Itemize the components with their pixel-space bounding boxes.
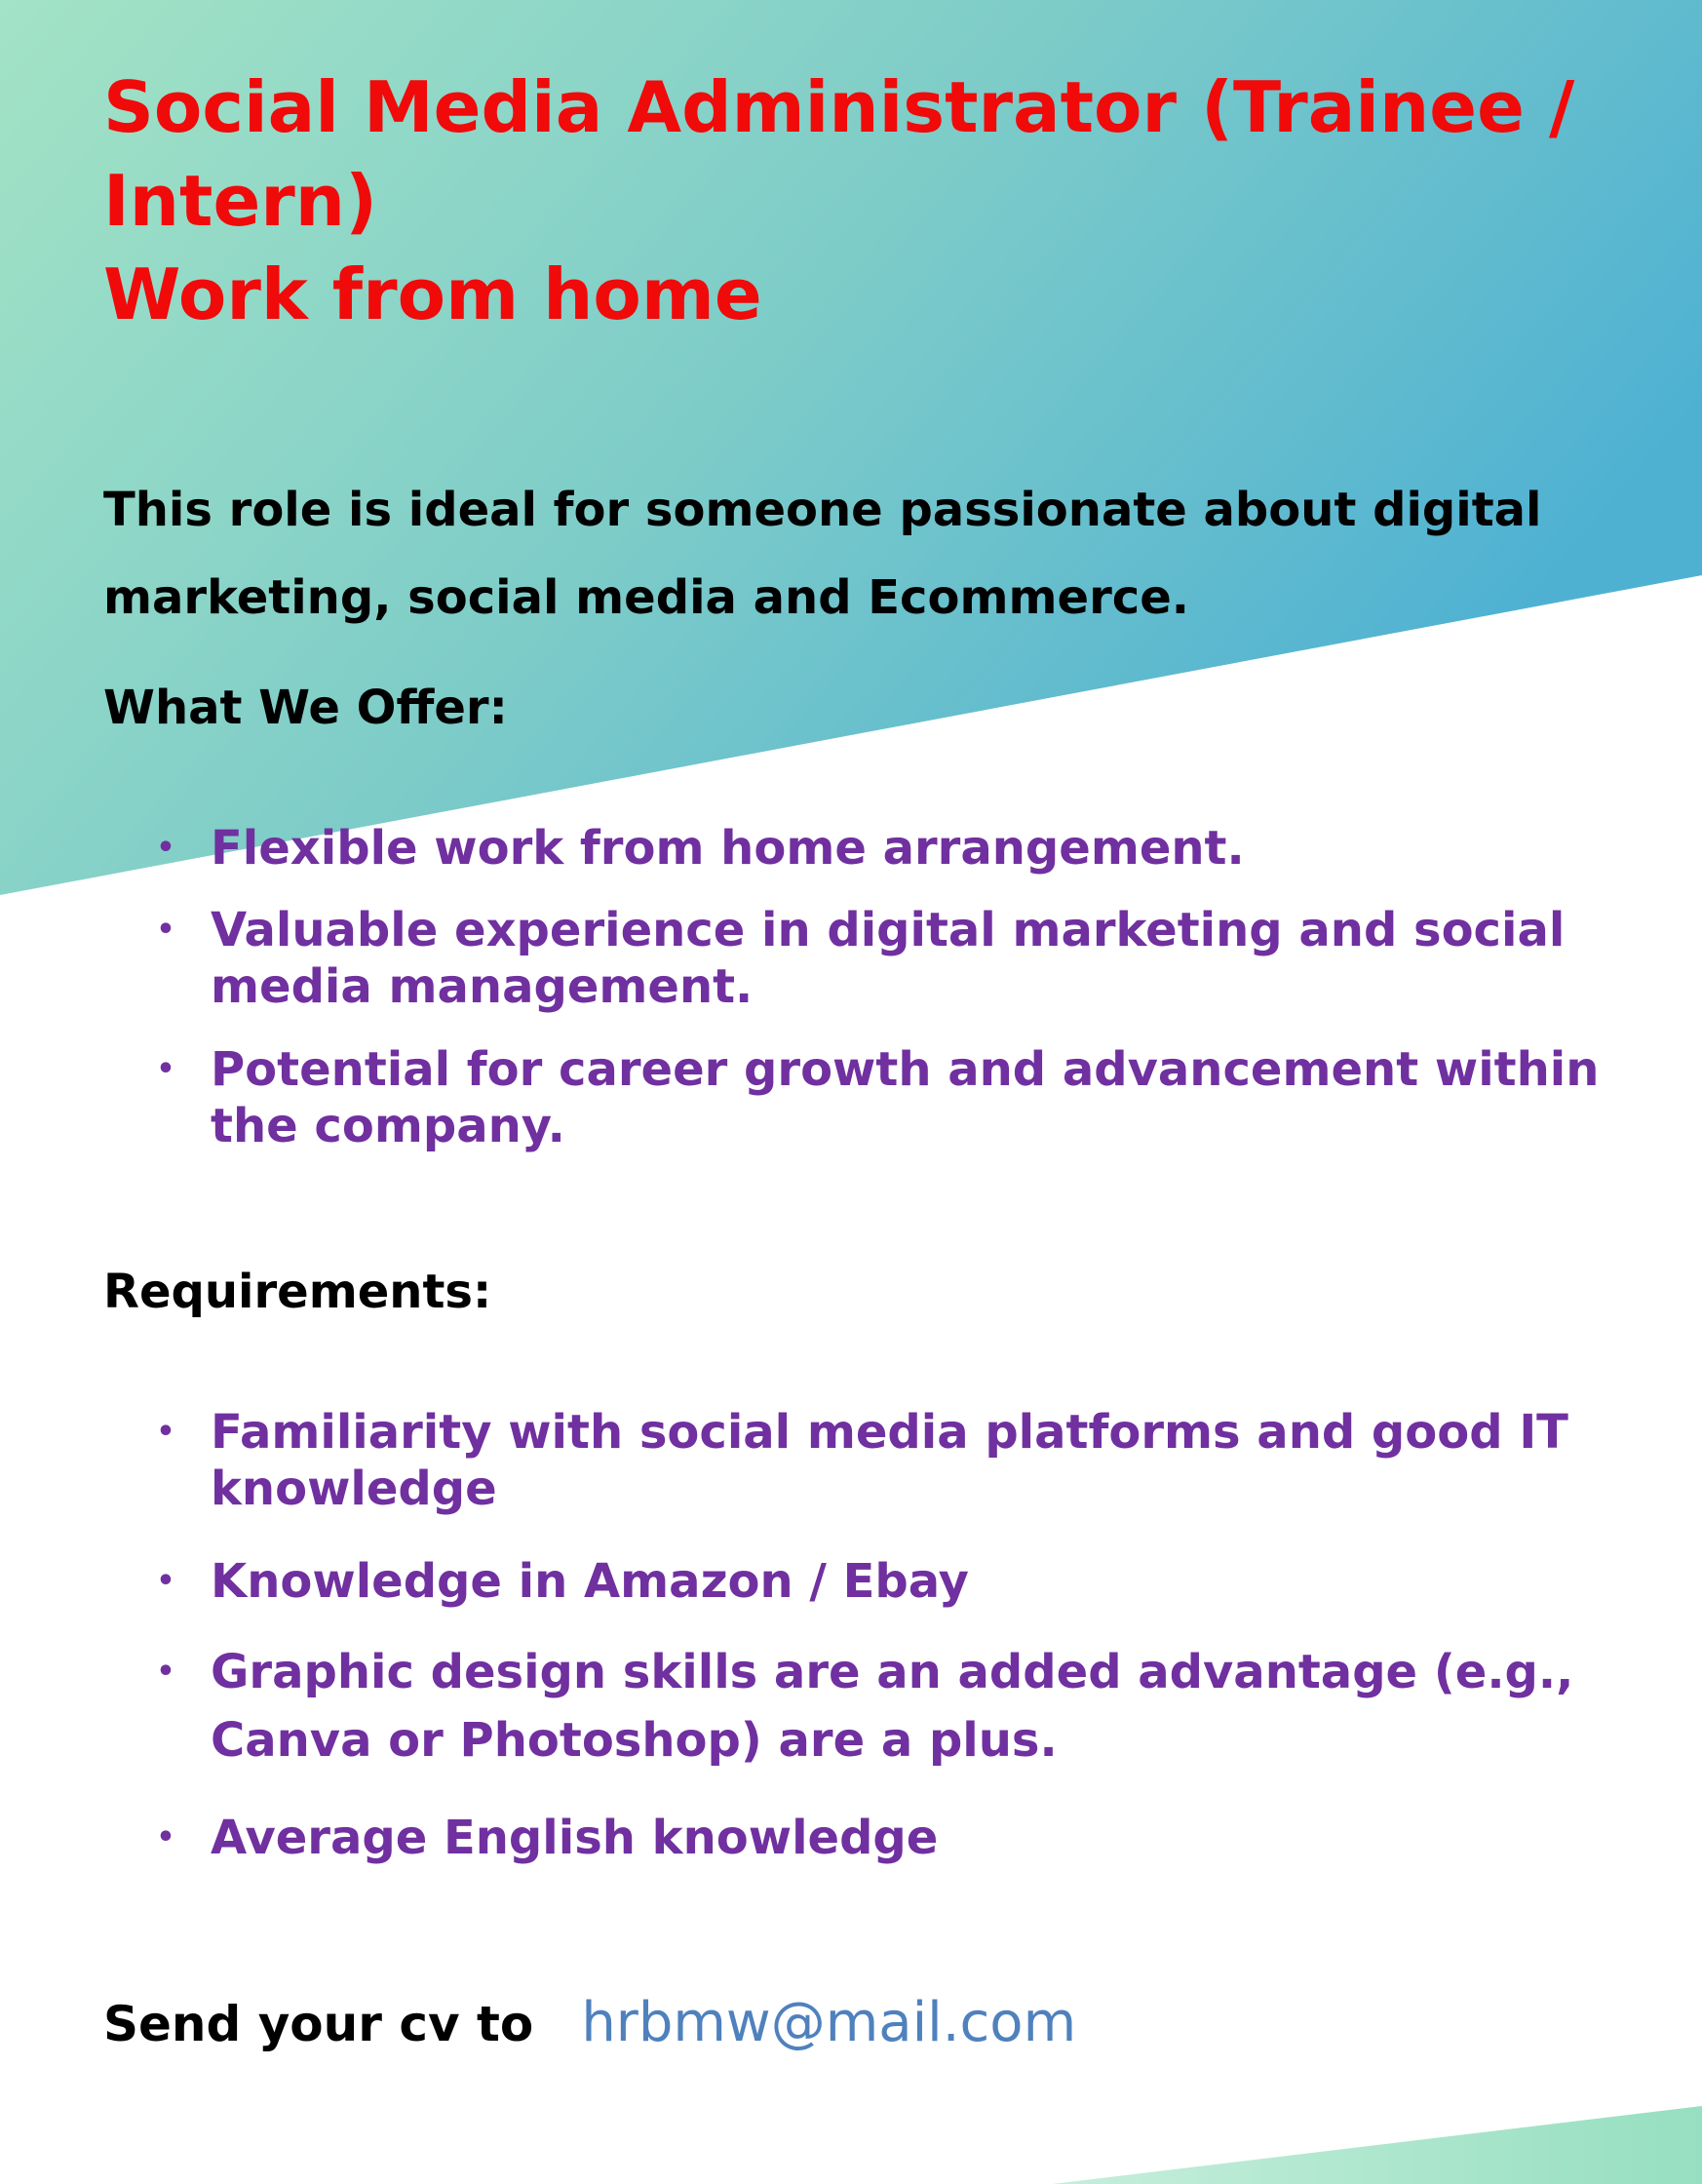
offer-item <box>156 902 1644 1015</box>
bullet-dot-icon: • <box>156 1052 175 1086</box>
bullet-dot-icon: • <box>156 1564 175 1598</box>
requirement-item <box>156 1552 1644 1611</box>
intro-paragraph: This role is ideal for someone passionate about digital marketing, social media and Ecommerce. <box>103 483 1542 625</box>
requirement-item-text: Familiarity with social media platforms and good IT knowledge <box>211 1405 1568 1516</box>
contact-email-link[interactable]: hrbmw@mail.com <box>581 1991 1077 2054</box>
offer-item-text: Flexible work from home arrangement. <box>211 821 1245 876</box>
requirement-item <box>156 1809 1644 1867</box>
requirement-item-text: Knowledge in Amazon / Ebay <box>211 1554 969 1609</box>
contact-line <box>103 1989 1076 2057</box>
bullet-dot-icon: • <box>156 1415 175 1449</box>
offer-heading: What We Offer: <box>103 681 508 735</box>
offer-item-text: Potential for career growth and advancement within the company. <box>211 1042 1600 1153</box>
bullet-dot-icon: • <box>156 831 175 865</box>
job-title-line-3: Work from home <box>103 254 762 335</box>
requirement-item <box>156 1404 1644 1517</box>
bullet-dot-icon: • <box>156 913 175 947</box>
job-title-line-1: Social Media Administrator (Trainee / <box>103 66 1575 148</box>
requirements-heading: Requirements: <box>103 1265 492 1319</box>
bullet-dot-icon: • <box>156 1820 175 1854</box>
job-title <box>103 60 1683 341</box>
requirement-item <box>156 1638 1644 1774</box>
requirement-item-text: Average English knowledge <box>211 1811 939 1865</box>
offer-item <box>156 1041 1644 1154</box>
requirement-item-text: Graphic design skills are an added advantage (e.g., Canva or Photoshop) are a plus. <box>211 1645 1574 1768</box>
offer-item-text: Valuable experience in digital marketing and social media management. <box>211 903 1566 1014</box>
job-title-line-2: Intern) <box>103 160 377 242</box>
offer-item <box>156 819 1644 878</box>
bullet-dot-icon: • <box>156 1655 175 1689</box>
contact-label: Send your cv to <box>103 1996 534 2052</box>
